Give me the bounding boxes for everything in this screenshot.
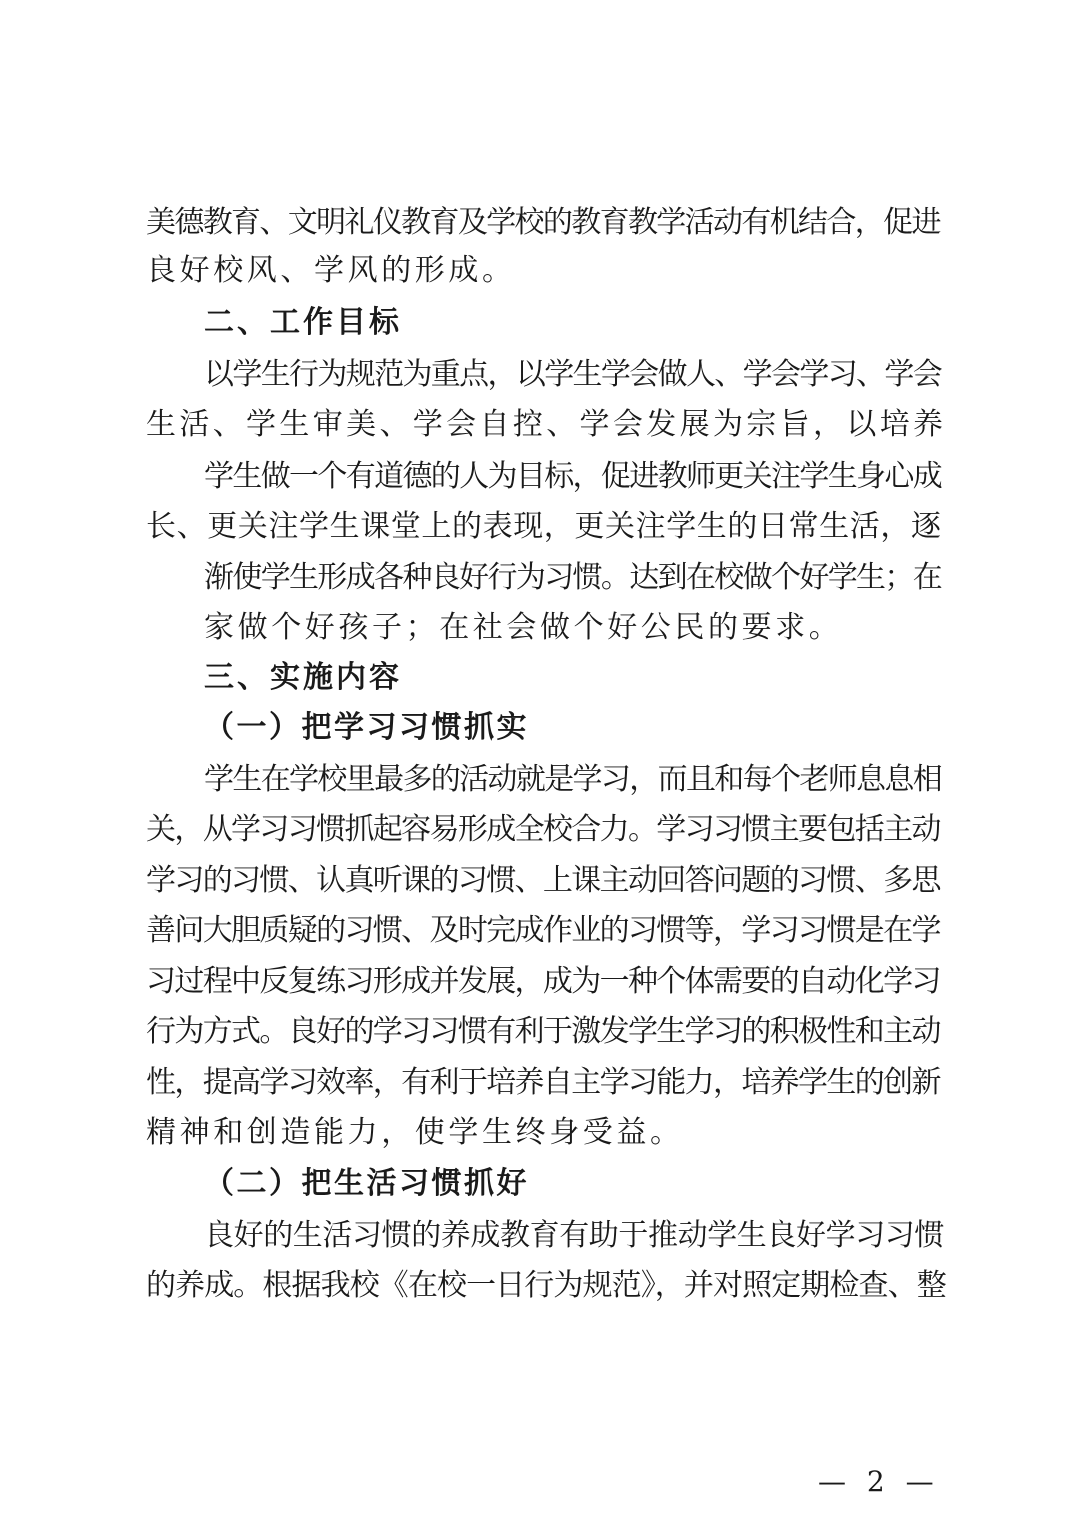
body-text-line: 习过程中反复练习形成并发展，成为一种个体需要的自动化学习	[146, 964, 940, 999]
body-text-line: 关，从学习习惯抓起容易形成全校合力。学习习惯主要包括主动	[146, 812, 940, 847]
body-text-line: 良好校风、学风的形成。	[146, 253, 516, 288]
subsection-heading-life-habits: （二）把生活习惯抓好	[204, 1166, 529, 1201]
body-text-line: 精神和创造能力，使学生终身受益。	[146, 1115, 684, 1150]
body-text-line: 长、更关注学生课堂上的表现，更关注学生的日常生活，逐	[146, 509, 942, 544]
body-text-line: 善问大胆质疑的习惯、及时完成作业的习惯等，学习习惯是在学	[146, 913, 940, 948]
subsection-heading-study-habits: （一）把学习习惯抓实	[204, 710, 529, 745]
body-text-line: 渐使学生形成各种良好行为习惯。达到在校做个好学生；在	[204, 560, 942, 595]
body-text-line: 家做个好孩子；在社会做个好公民的要求。	[204, 610, 843, 645]
body-text-line: 以学生行为规范为重点，以学生学会做人、学会学习、学会	[204, 357, 942, 392]
body-text-line: 学生在学校里最多的活动就是学习，而且和每个老师息息相	[204, 762, 942, 797]
body-text-line: 生活、学生审美、学会自控、学会发展为宗旨，以培养	[146, 407, 947, 442]
body-text-line: 学习的习惯、认真听课的习惯、上课主动回答问题的习惯、多思	[146, 863, 940, 898]
page-number: — 2 —	[818, 1465, 940, 1498]
body-text-line: 良好的生活习惯的养成教育有助于推动学生良好学习习惯	[204, 1218, 944, 1253]
body-text-line: 的养成。根据我校《在校一日行为规范》，并对照定期检查、整	[146, 1268, 946, 1303]
body-text-line: 行为方式。良好的学习习惯有利于激发学生学习的积极性和主动	[146, 1014, 940, 1049]
section-heading-goals: 二、工作目标	[204, 305, 402, 340]
body-text-line: 美德教育、文明礼仪教育及学校的教育教学活动有机结合，促进	[146, 205, 940, 240]
section-heading-content: 三、实施内容	[204, 660, 402, 695]
body-text-line: 学生做一个有道德的人为目标，促进教师更关注学生身心成	[204, 459, 942, 494]
body-text-line: 性，提高学习效率，有利于培养自主学习能力，培养学生的创新	[146, 1065, 940, 1100]
